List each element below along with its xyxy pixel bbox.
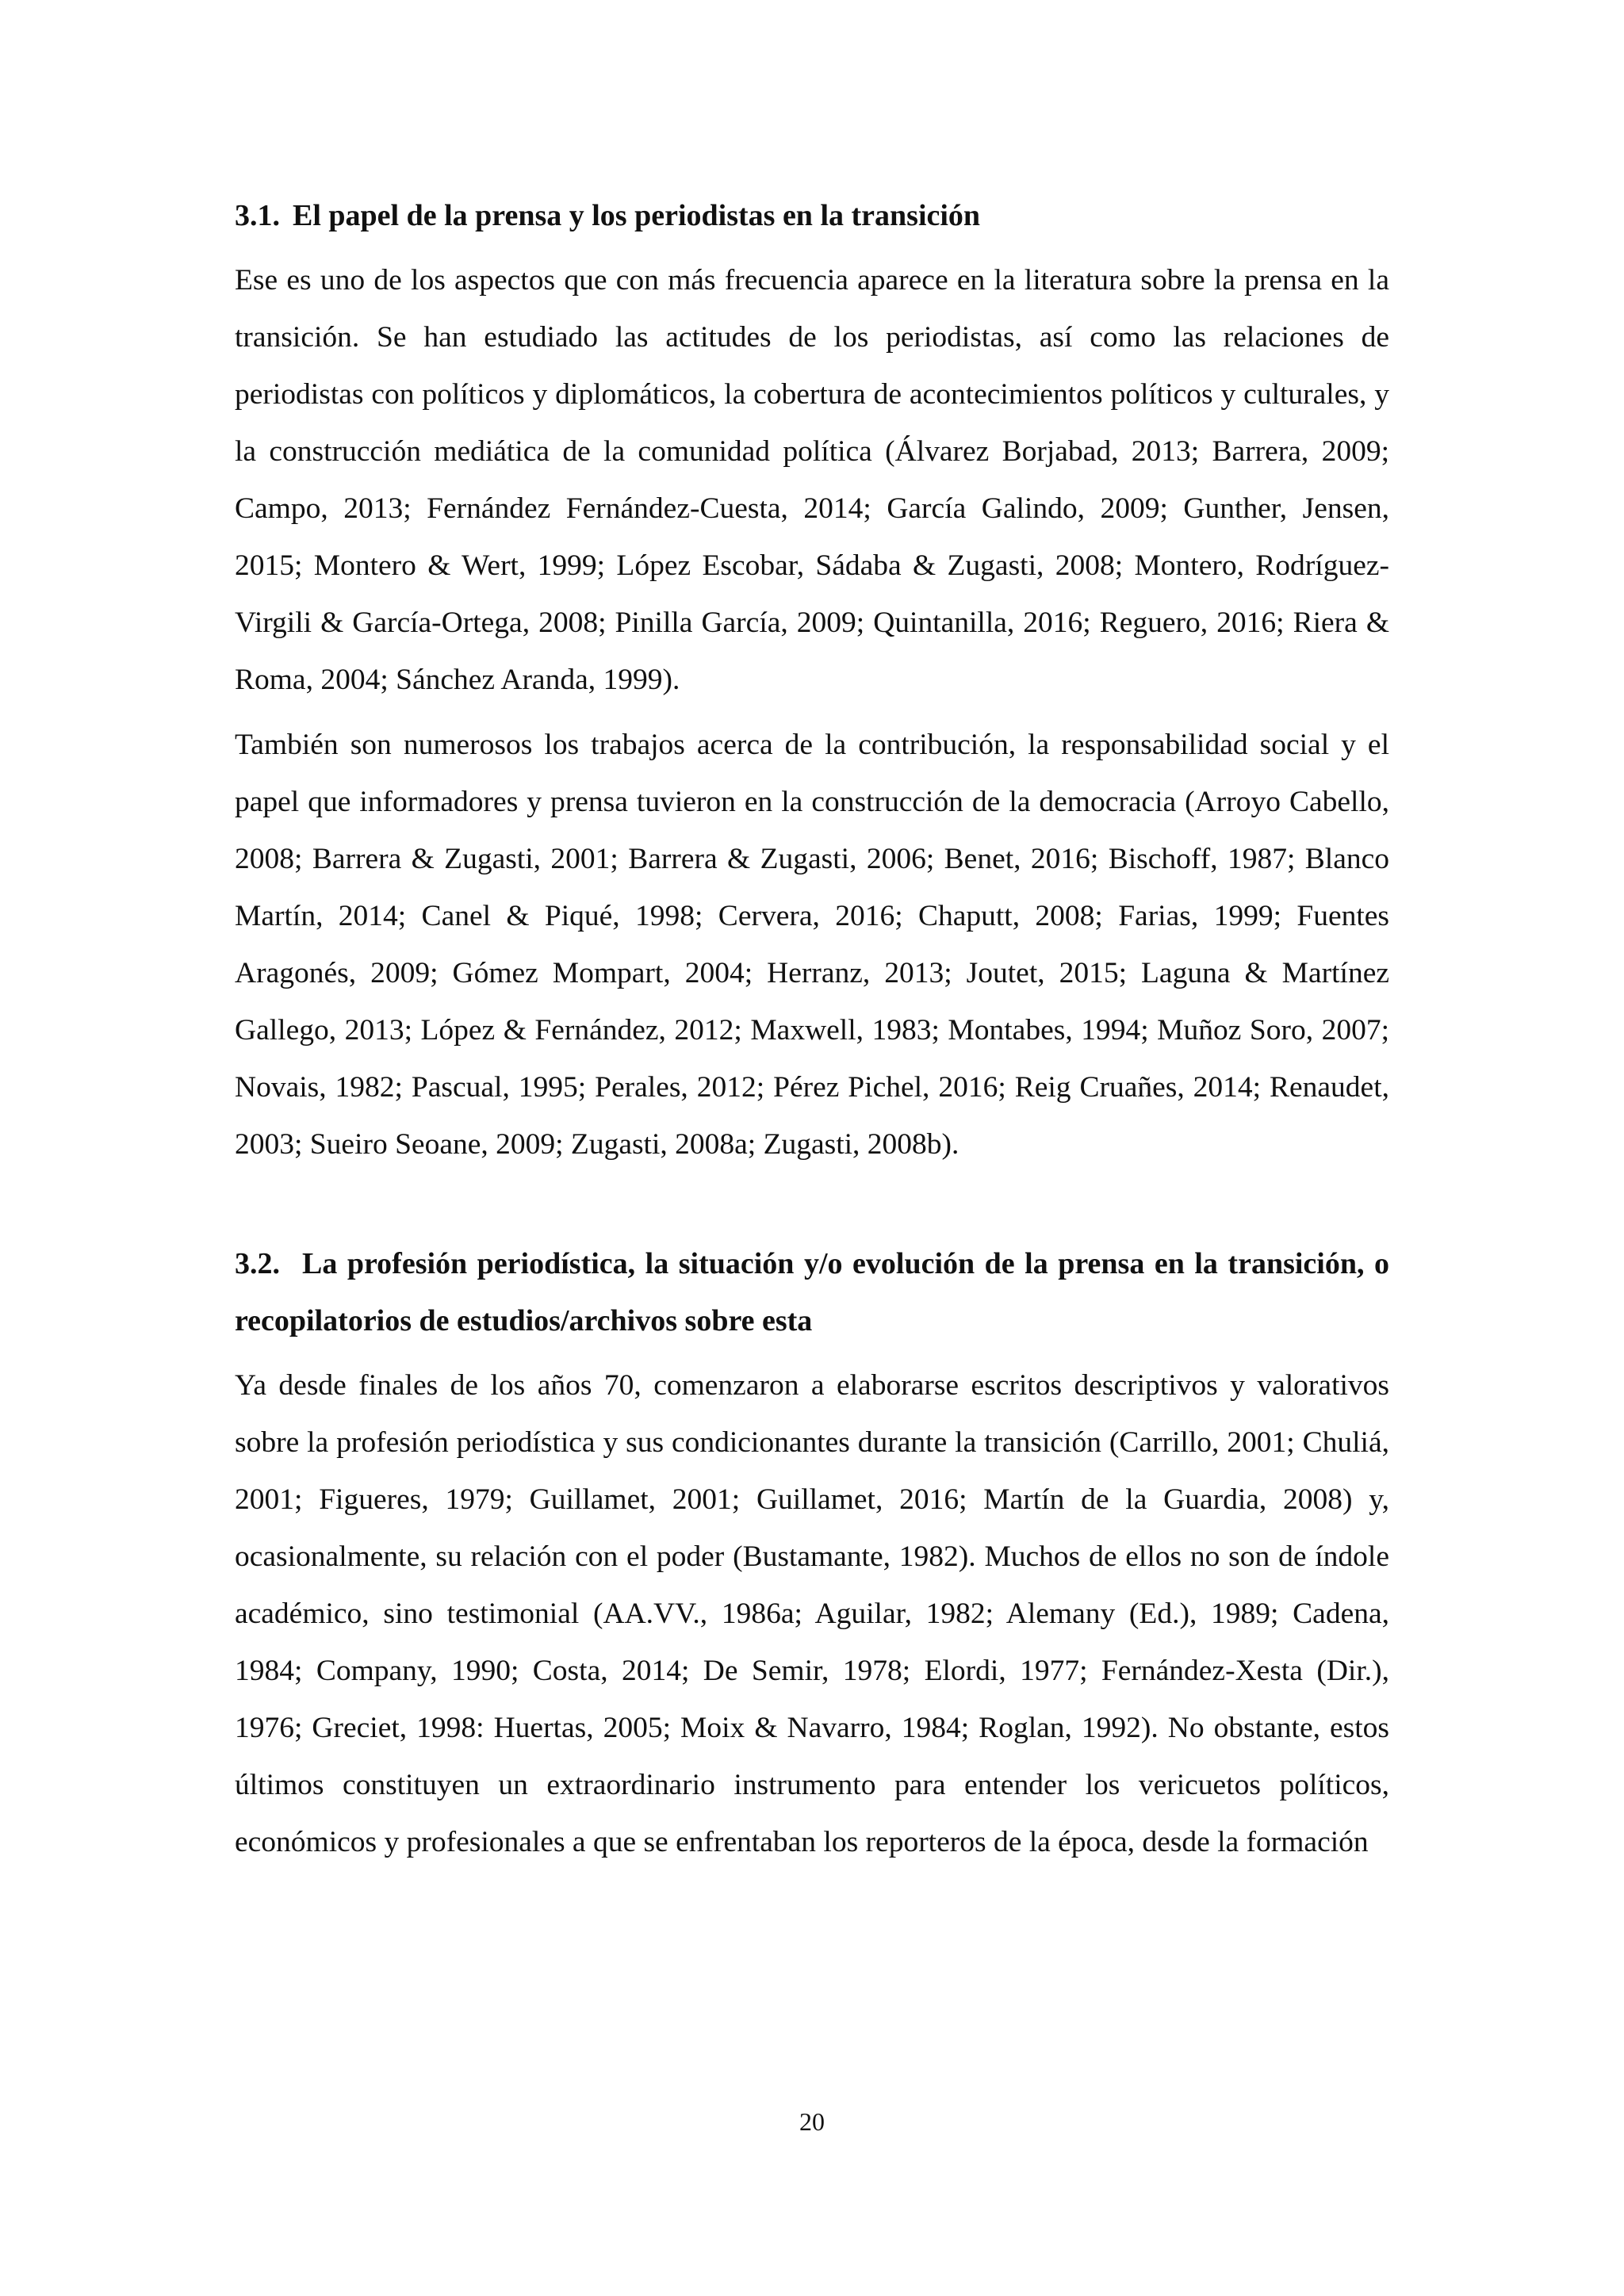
paragraph: Ya desde finales de los años 70, comenzaron a elaborarse escritos descriptivos y valorativos sobre la profesión periodística y sus condicionantes durante la transición (Carrillo, 2001; Chuliá, 2001; Figueres, 1979; Guillamet, 2001; Guillamet, 2016; Martín de la Guardia, 2008) y, ocasionalmente, su relación con el poder (Bustamante, 1982). Muchos de ellos no son de índole académico, sino testimonial (AA.VV., 1986a; Aguilar, 1982; Alemany (Ed.), 1989; Cadena, 1984; Company, 1990; Costa, 2014; De Semir, 1978; Elordi, 1977; Fernández-Xesta (Dir.), 1976; Greciet, 1998: Huertas, 2005; Moix & Navarro, 1984; Roglan, 1992). No obstante, estos últimos constituyen un extraordinario instrumento para entender los vericuetos políticos, económicos y profesionales a que se enfrentaban los reporteros de la época, desde la formación: [235, 1369, 1389, 1858]
section-heading-3-1: [235, 187, 1389, 244]
section-title: El papel de la prensa y los periodistas en la transición: [293, 199, 981, 232]
paragraph: Ese es uno de los aspectos que con más frecuencia aparece en la literatura sobre la prensa en la transición. Se han estudiado las actitudes de los periodistas, así como las relaciones de periodistas con políticos y diplomáticos, la cobertura de acontecimientos políticos y culturales, y la construcción mediática de la comunidad política (Álvarez Borjabad, 2013; Barrera, 2009; Campo, 2013; Fernández Fernández-Cuesta, 2014; García Galindo, 2009; Gunther, Jensen, 2015; Montero & Wert, 1999; López Escobar, Sádaba & Zugasti, 2008; Montero, Rodríguez-Virgili & García-Ortega, 2008; Pinilla García, 2009; Quintanilla, 2016; Reguero, 2016; Riera & Roma, 2004; Sánchez Aranda, 1999).: [235, 264, 1389, 696]
page-number: 20: [799, 2107, 825, 2136]
section-number: 3.2.: [235, 1247, 280, 1280]
section-heading-3-2: [235, 1235, 1389, 1349]
section-number: 3.1.: [235, 199, 280, 232]
document-page: [235, 187, 1389, 1871]
paragraph: También son numerosos los trabajos acerca de la contribución, la responsabilidad social y el papel que informadores y prensa tuvieron en la construcción de la democracia (Arroyo Cabello, 2008; Barrera & Zugasti, 2001; Barrera & Zugasti, 2006; Benet, 2016; Bischoff, 1987; Blanco Martín, 2014; Canel & Piqué, 1998; Cervera, 2016; Chaputt, 2008; Farias, 1999; Fuentes Aragonés, 2009; Gómez Mompart, 2004; Herranz, 2013; Joutet, 2015; Laguna & Martínez Gallego, 2013; López & Fernández, 2012; Maxwell, 1983; Montabes, 1994; Muñoz Soro, 2007; Novais, 1982; Pascual, 1995; Perales, 2012; Pérez Pichel, 2016; Reig Cruañes, 2014; Renaudet, 2003; Sueiro Seoane, 2009; Zugasti, 2008a; Zugasti, 2008b).: [235, 729, 1389, 1161]
section-title: La profesión periodística, la situación y/o evolución de la prensa en la transición, o recopilatorios de estudios/archivos sobre esta: [235, 1247, 1389, 1337]
